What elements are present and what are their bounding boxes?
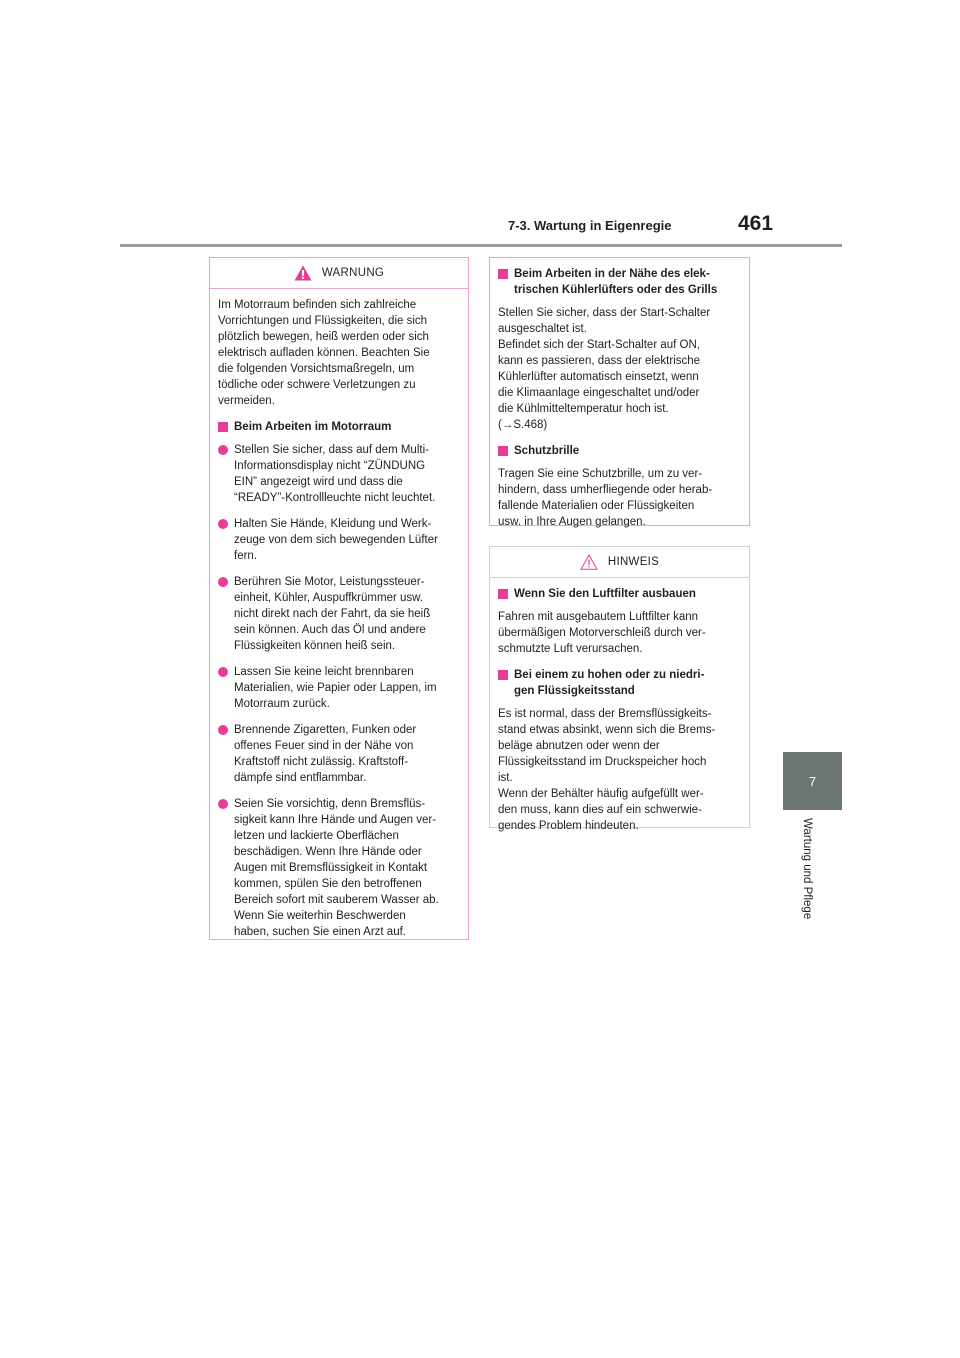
square-bullet-icon — [218, 422, 228, 432]
fan-text: Stellen Sie sicher, dass der Start-Schalter ausgeschaltet ist. Befindet sich der Start-Schalter auf ON, kann es passieren, dass der elektrische Kühlerlüfter automatisch einsetzt, wenn die Klimaanlage eingeschaltet und/oder die Kühlmitteltemperatur hoch ist. — [498, 307, 711, 415]
list-item: Lassen Sie keine leicht brennbaren Materialien, wie Papier oder Lappen, im Motorraum zurück. — [218, 664, 458, 712]
fan-heading: Beim Arbeiten in der Nähe des elek- trischen Kühlerlüfters oder des Grills — [498, 266, 739, 298]
fluid-heading: Bei einem zu hohen oder zu niedri- gen Flüssigkeitsstand — [498, 667, 739, 699]
circle-bullet-icon — [218, 799, 228, 809]
warning-header — [210, 258, 468, 289]
list-item: Berühren Sie Motor, Leistungssteuer- einheit, Kühler, Auspuffkrümmer usw. nicht direkt nach der Fahrt, da sie heiß sein können. Auch das Öl und andere Flüssigkeiten können heiß sein. — [218, 574, 458, 654]
notice-box — [489, 546, 750, 832]
square-bullet-icon — [498, 446, 508, 456]
circle-bullet-icon — [218, 577, 228, 587]
header-rule — [120, 244, 842, 247]
section-title: 7-3. Wartung in Eigenregie — [508, 218, 672, 233]
list-item: Halten Sie Hände, Kleidung und Werk- zeuge von dem sich bewegenden Lüfter fern. — [218, 516, 458, 564]
list-item: Stellen Sie sicher, dass auf dem Multi- Informationsdisplay nicht “ZÜNDUNG EIN” angezeigt wird und dass die “READY”-Kontrollleuchte nicht leuchtet. — [218, 442, 458, 506]
square-bullet-icon — [498, 269, 508, 279]
warning-intro: Im Motorraum befinden sich zahlreiche Vorrichtungen und Flüssigkeiten, die sich plötzlich bewegen, heiß werden oder sich elektrisch aufladen können. Beachten Sie die folgenden Vorsichtsmaßregeln, um tödliche oder schwere Verletzungen zu vermeiden. — [218, 299, 430, 407]
notice-triangle-icon — [580, 554, 598, 570]
filter-text: Fahren mit ausgebautem Luftfilter kann übermäßigen Motorverschleiß durch ver- schmutzte Luft verursachen. — [498, 611, 706, 655]
square-bullet-icon — [498, 589, 508, 599]
notice-header — [490, 547, 749, 578]
warning-triangle-icon — [294, 265, 312, 281]
warning-label: WARNUNG — [321, 267, 385, 279]
list-item: Seien Sie vorsichtig, denn Bremsflüs- sigkeit kann Ihre Hände und Augen ver- letzen und lackierte Oberflächen beschädigen. Wenn Ihre Hände oder Augen mit Bremsflüssigkeit in Kontakt kommen, spülen Sie den betroffenen Bereich sofort mit sauberem Wasser ab. Wenn Sie weiterhin Beschwerden haben, suchen Sie einen Arzt auf. — [218, 796, 458, 940]
circle-bullet-icon — [218, 725, 228, 735]
chapter-number: 7 — [808, 773, 817, 789]
chapter-label: Wartung und Pflege — [801, 818, 813, 920]
circle-bullet-icon — [218, 519, 228, 529]
warning-box-continued — [489, 257, 750, 526]
engine-heading: Beim Arbeiten im Motorraum — [218, 419, 458, 435]
circle-bullet-icon — [218, 667, 228, 677]
glasses-text: Tragen Sie eine Schutzbrille, um zu ver- hindern, dass umherfliegende oder herab- fallende Materialien oder Flüssigkeiten usw. in Ihre Augen gelangen. — [498, 468, 713, 528]
square-bullet-icon — [498, 670, 508, 680]
fluid-text: Es ist normal, dass der Bremsflüssigkeits- stand etwas absinkt, wenn sich die Brems- beläge abnutzen oder wenn der Flüssigkeitsstand im Druckspeicher hoch ist. Wenn der Behälter häufig aufgefüllt wer- den muss, kann dies auf ein schwerwie- gendes Problem hindeuten. — [498, 708, 716, 832]
circle-bullet-icon — [218, 445, 228, 455]
warning-box — [209, 257, 469, 940]
glasses-heading: Schutzbrille — [498, 443, 739, 459]
fan-page-reference: (→S.468) — [498, 419, 548, 431]
chapter-tab — [783, 752, 842, 810]
filter-heading: Wenn Sie den Luftfilter ausbauen — [498, 586, 739, 602]
page-number: 461 — [738, 212, 774, 235]
list-item: Brennende Zigaretten, Funken oder offenes Feuer sind in der Nähe von Kraftstoff nicht zulässig. Kraftstoff- dämpfe sind entflammbar. — [218, 722, 458, 786]
notice-label: HINWEIS — [607, 556, 660, 568]
